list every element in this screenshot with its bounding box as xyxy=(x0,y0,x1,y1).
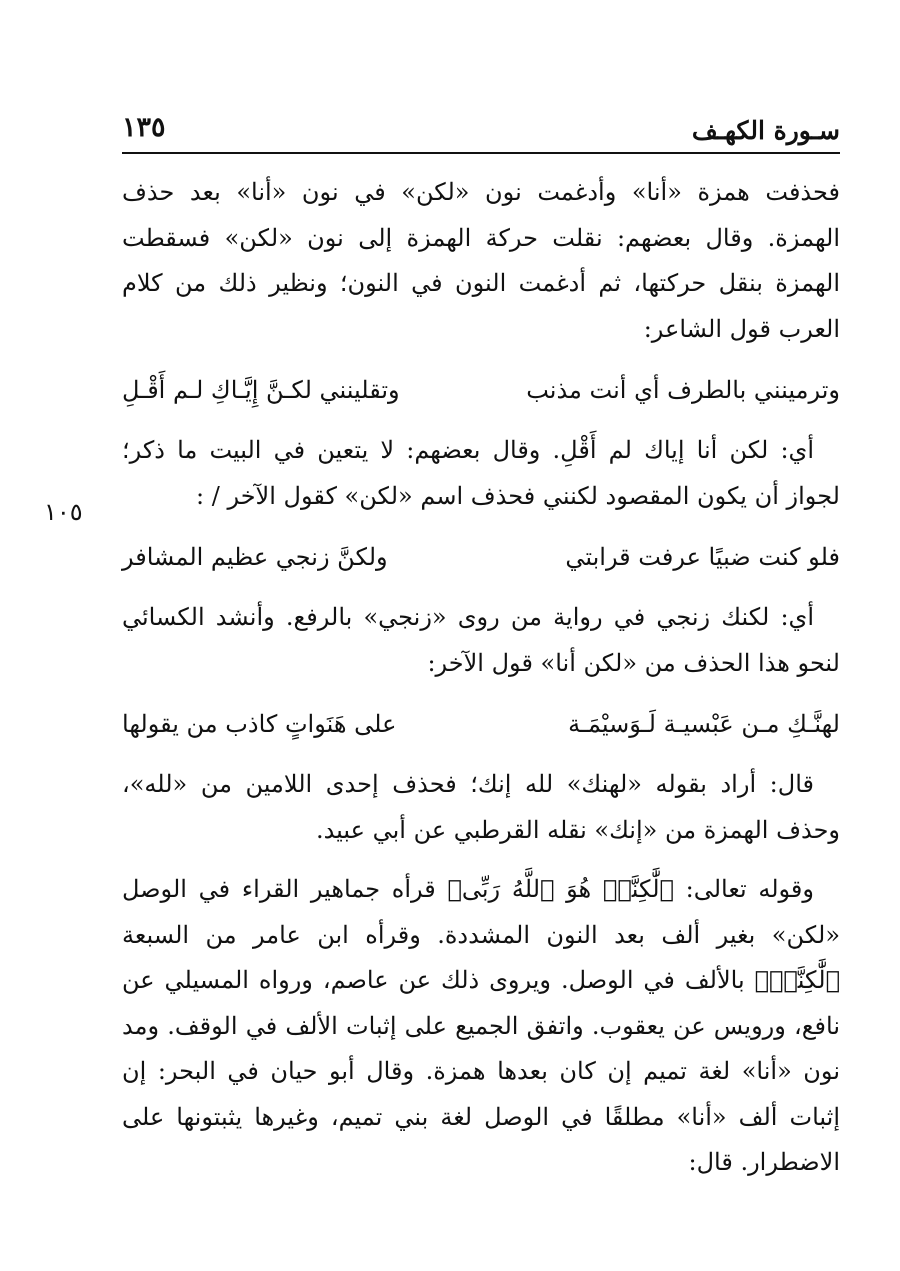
page-header xyxy=(122,108,840,154)
verse-second-hemistich: ولكنَّ زنجي عظيم المشافر xyxy=(122,543,388,571)
paragraph: أي: لكن أنا إياك لم أَقْلِ. وقال بعضهم: لا يتعين في البيت ما ذكر؛ لجواز أن يكون المقصود لكنني فحذف اسم «لكن» كقول الآخر / : xyxy=(122,436,840,510)
verse-first-hemistich: وترمينني بالطرف أي أنت مذنب xyxy=(526,376,840,404)
paragraph: وقوله تعالى: ﴿لَّٰكِنَّا۠ هُوَ ٱللَّهُ رَبِّى﴾ قرأه جماهير القراء في الوصل «لكن» بغير ألف بعد النون المشددة. وقرأه ابن عامر من السبعة ﴿لَّٰكِنَّا۠﴾ بالألف في الوصل. ويروى ذلك عن عاصم، ورواه المسيلي عن نافع، ورويس عن يعقوب. واتفق الجميع على إثبات الألف في الوقف. ومد نون «أنا» لغة تميم إن كان بعدها همزة. وقال أبو حيان في البحر: إن إثبات ألف «أنا» مطلقًا في الوصل لغة بني تميم، وغيرها يثبتونها على الاضطرار. قال: xyxy=(122,875,840,1176)
verse-second-hemistich: وتقلينني لكـنَّ إِيَّـاكِ لـم أَقْـلِ xyxy=(122,376,400,404)
paragraph: قال: أراد بقوله «لهنك» لله إنك؛ فحذف إحدى اللامين من «لله»، وحذف الهمزة من «إنك» نقله القرطبي عن أبي عبيد. xyxy=(122,770,840,844)
verse-first-hemistich: فلو كنت ضبيًا عرفت قرابتي xyxy=(565,543,840,571)
page-number: ١٣٥ xyxy=(122,112,166,143)
running-title: سـورة الكهـف xyxy=(691,116,840,145)
poetry-verse xyxy=(122,700,840,748)
verse-second-hemistich: على هَنَواتٍ كاذب من يقولها xyxy=(122,710,397,738)
poetry-verse xyxy=(122,533,840,581)
page-body xyxy=(122,170,840,1186)
paragraph: أي: لكنك زنجي في رواية من روى «زنجي» بالرفع. وأنشد الكسائي لنحو هذا الحذف من «لكن أنا» قول الآخر: xyxy=(122,603,840,677)
paragraph: فحذفت همزة «أنا» وأدغمت نون «لكن» في نون «أنا» بعد حذف الهمزة. وقال بعضهم: نقلت حركة الهمزة إلى نون «لكن» فسقطت الهمزة بنقل حركتها، ثم أدغمت النون في النون؛ ونظير ذلك من كلام العرب قول الشاعر: xyxy=(122,178,840,343)
poetry-verse xyxy=(122,366,840,414)
book-page xyxy=(122,0,840,1271)
verse-first-hemistich: لهنَّـكِ مـن عَبْسيـة لَـوَسيْمَـة xyxy=(568,710,840,738)
margin-page-marker: ١٠٥ xyxy=(44,498,83,526)
